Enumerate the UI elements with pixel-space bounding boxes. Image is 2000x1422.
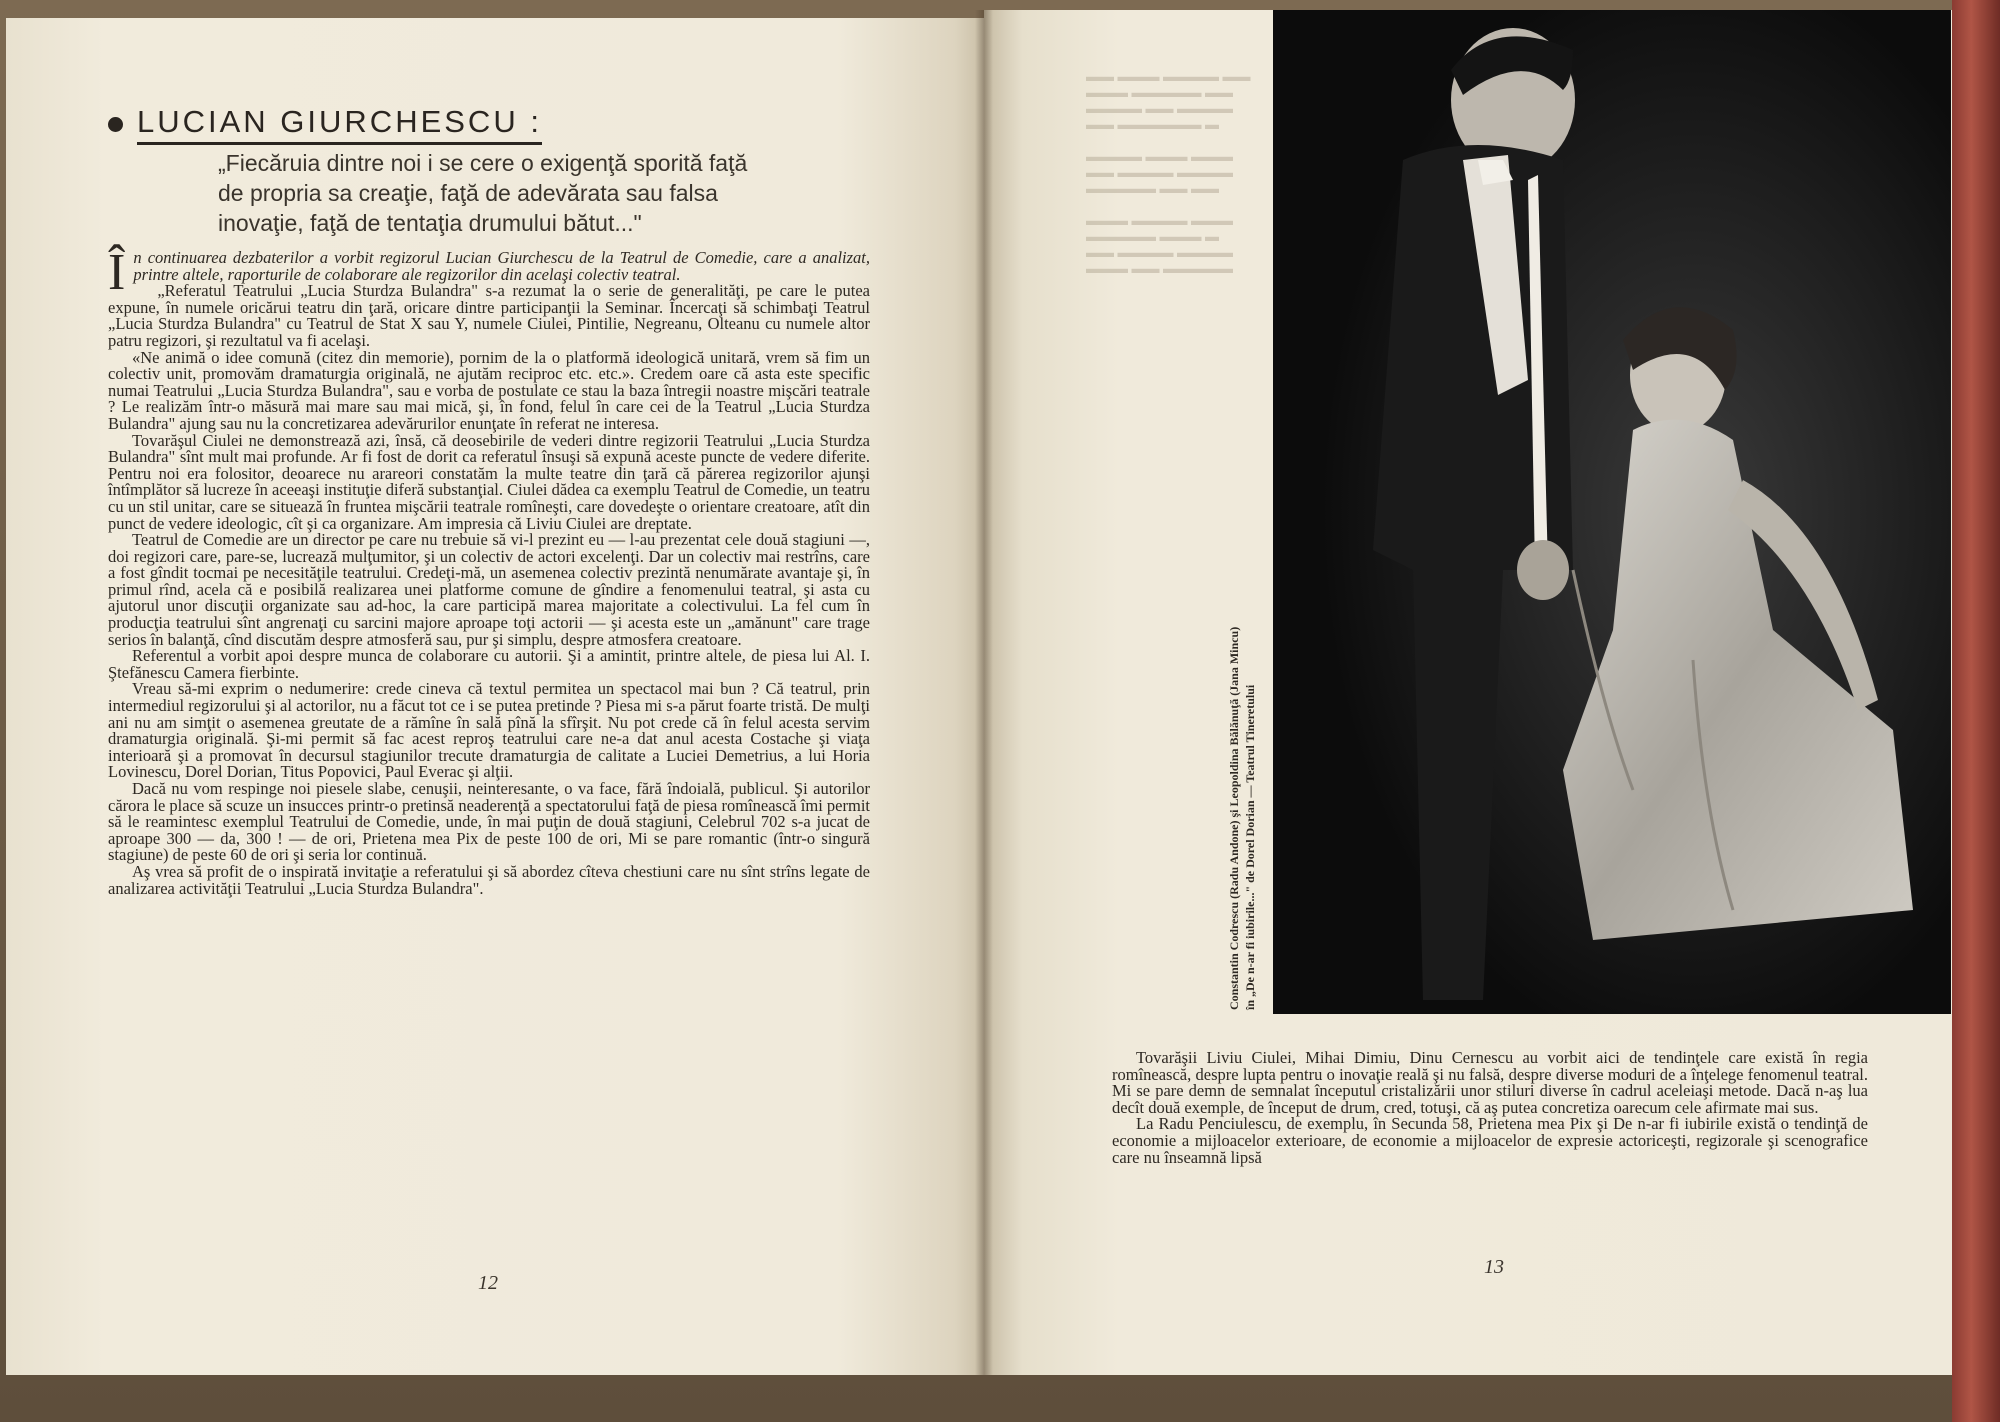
bullet-icon <box>108 117 123 132</box>
speaker-name: LUCIAN GIURCHESCU : <box>137 104 542 145</box>
paragraph: Tovarăşii Liviu Ciulei, Mihai Dimiu, Dinu Cernescu au vorbit aici de tendinţele care există în regia romînească, despre lupta pentru o inovaţie reală şi nu falsă, despre diverse moduri de a înţelege fenomenul teatral. Mi se pare demn de semnalat începutul cristalizării unor stiluri diverse în cadrul aceleiaşi metode. Dacă n-aş lua decît două exemple, de început de drum, cred, totuşi, că aş putea concretiza oarecum cele afirmate mai sus. <box>1112 1048 1868 1117</box>
intro-paragraph <box>108 244 870 301</box>
photo-caption <box>1226 965 1766 1010</box>
paragraph: La Radu Penciulescu, de exemplu, în Secunda 58, Prietena mea Pix şi De n-ar fi iubirile există o tendinţă de economie a mijloacelor exterioare, de economie a mijloacelor de expresie actoriceşti, regizorale şi scenografice care nu înseamnă lipsă <box>1112 1114 1868 1167</box>
paragraph: Referentul a vorbit apoi despre munca de colaborare cu autorii. Şi a amintit, printre altele, de piesa lui Al. I. Ştefănescu Camera fierbinte. <box>108 646 870 682</box>
page-number-right: 13 <box>1484 1256 1504 1278</box>
caption-line <box>1226 965 1242 1010</box>
page-number-left: 12 <box>478 1272 498 1294</box>
show-through-text: ▬▬ ▬▬▬ ▬▬▬▬ ▬▬ ▬▬▬ ▬▬▬▬▬ ▬▬ ▬▬▬▬ ▬▬ ▬▬▬▬ ▬▬ ▬▬▬▬▬▬ ▬ ▬▬▬▬ ▬▬▬ ▬▬▬ ▬▬ ▬▬▬▬ ▬▬▬▬ ▬▬▬▬▬ ▬▬ ▬▬ ▬▬▬ ▬▬▬▬ ▬▬▬ ▬▬▬▬▬ ▬▬▬ ▬ ▬▬ ▬▬▬▬ ▬▬▬▬ ▬▬▬ ▬▬ ▬▬▬▬▬ <box>1086 70 1251 277</box>
theatre-photograph <box>1273 10 1951 1014</box>
book-cover-edge <box>1952 0 2000 1422</box>
actors-photo-image <box>1273 10 1951 1014</box>
left-body-text <box>108 244 870 898</box>
paragraph: Tovarăşul Ciulei ne demonstrează azi, însă, că deosebirile de vederi dintre regizorii Teatrului „Lucia Sturdza Bulandra" sînt mult mai profunde. Ar fi fost de dorit ca referatul însuşi să expună aceste puncte de vedere diferite. Pentru noi era folositor, deoarece nu arareori constatăm la multe teatre din ţară că părerea regizorilor ajunşi întîmplător să lucreze în aceeaşi instituţie diferă substanţial. Ciulei dădea ca exemplu Teatrul de Comedie, un teatru cu un stil unitar, care se situează în fruntea mişcării teatrale romîneşti, care dovedeşte o orientare creatoare, atît din punct de vedere ideologic, cît şi ca organizare. Am impresia că Liviu Ciulei are dreptate. <box>108 430 870 533</box>
paragraph: Dacă nu vom respinge noi piesele slabe, cenuşii, neinteresante, o va face, fără îndoială, publicul. Şi autorilor cărora le place să scuze un insucces printr-o pretinsă neaderenţă a spectatorului faţă de piesa romînească îmi permit să le reamintesc exemplul Teatrului de Comedie, unde, în mai puţin de două stagiuni, Celebrul 702 s-a jucat de aproape 300 — da, 300 ! — de ori, Prietena mea Pix de peste 100 de ori, Mi se pare romantic (într-o singură stagiune) de peste 60 de ori şi seria lor continuă. <box>108 779 870 865</box>
caption-line <box>1242 965 1258 1010</box>
right-body-text <box>1112 1050 1868 1166</box>
paragraph: «Ne animă o idee comună (citez din memorie), pornim de la o platformă ideologică unitară, vrem să fim un colectiv unit, promovăm dramaturgia originală, ne ajutăm reciproc etc. etc.». Credem oare că asta este specific numai Teatrului „Lucia Sturdza Bulandra", sau e vorba de postulate ce stau la baza întregii noastre mişcări teatrale ? Le realizăm într-o măsură mai mare sau mai mică, şi, în fond, felul în care cei de la Teatrul „Lucia Sturdza Bulandra" ajung sau nu la concretizarea adevărurilor enunţate în referat ne interesa. <box>108 347 870 433</box>
paragraph: Aş vrea să profit de o inspirată invitaţie a referatului şi să abordez cîteva chestiuni care nu sînt strîns legate de analizarea activităţii Teatrului „Lucia Sturdza Bulandra". <box>108 861 870 898</box>
paragraph: Vreau să-mi exprim o nedumerire: crede cineva că textul permitea un spectacol mai bun ? Că teatrul, prin intermediul regizorului şi al actorilor, nu a făcut tot ce i se putea pretinde ? Piesa mi s-a părut foarte tristă. De mulţi ani nu am simţit o asemenea greutate de a rămîne în sală pînă la sfîrşit. Nu pot crede că în felul acesta servim dramaturgia originală. Şi-mi permit să fac acest reproş teatrului care ne-a dat anul acesta Costache şi viaţa interioară şi a promovat în decursul stagiunilor trecute dramaturgia de calitate a Luciei Demetrius, a lui Horia Lovinescu, Dorel Dorian, Titus Popovici, Paul Everac şi alţii. <box>108 679 870 782</box>
intro-text: n continuarea dezbaterilor a vorbit regizorul Lucian Giurchescu de la Teatrul de Comedie, care a analizat, printre altele, raporturile de colaborare ale regizorilor din acelaşi colectiv teatral. <box>133 248 870 284</box>
book-spine <box>975 10 993 1375</box>
pull-quote: „Fiecăruia dintre noi i se cere o exigenţă sporită faţă de propria sa creaţie, faţă de adevărata sau falsa inovaţie, faţă de tentaţia drumului bătut..." <box>218 150 748 236</box>
drop-cap: Î <box>108 244 126 301</box>
paragraph: „Referatul Teatrului „Lucia Sturdza Bulandra" s-a rezumat la o serie de generalităţi, pe care le putea expune, în numele oricărui teatru din ţară, oricare dintre participanţii la Seminar. Încercaţi să schimbaţi Teatrul „Lucia Sturdza Bulandra" cu Teatrul de Stat X sau Y, numele Ciulei, Pintilie, Negreanu, Olteanu cu numele altor patru regizori, şi rezultatul va fi acelaşi. <box>108 281 870 350</box>
paragraph: Teatrul de Comedie are un director pe care nu trebuie să vi-l prezint eu — l-au prezentat cele două stagiuni —, doi regizori care, pare-se, lucrează mulţumitor, şi un colectiv de actori excelenţi. Dar un colectiv mai restrîns, care a fost gîndit tocmai pe necesităţile teatrului. Credeţi-mă, un asemenea colectiv prezintă nenumărate avantaje şi, în primul rînd, acela că e posibilă realizarea unei platforme comune de gîndire a fenomenului teatral, şi asta cu ajutorul unor discuţii organizate sau ad-hoc, la care participă marea majoritate a colectivului. La fel cum în producţia teatrului sînt angrenaţi cu sarcini majore aproape toţi actorii — şi acesta este un „amănunt" care trage serios în balanţă, cînd discutăm despre atmosferă sau, pur şi simplu, despre atmosfera creatoare. <box>108 530 870 649</box>
article-heading <box>108 104 542 145</box>
